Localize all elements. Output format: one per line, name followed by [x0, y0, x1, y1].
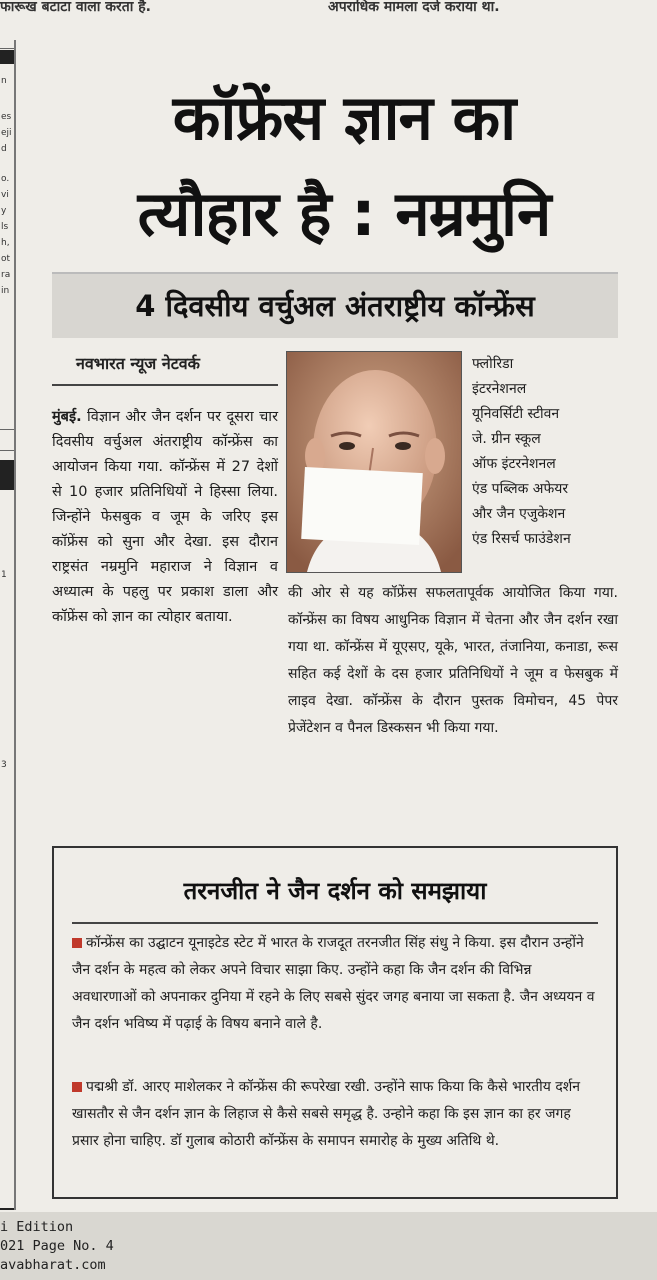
article-body-right: की ओर से यह कॉफ्रेंस सफलतापूर्वक आयोजित किया गया. कॉन्फ्रेंस का विषय आधुनिक विज्ञान में चेतना और जैन दर्शन रखा गया था. कॉन्फ्रेंस में यूएसए, यूके, भारत, तंजानिया, कनाडा, रूस सहित कई देशों के दस हजार प्रतिनिधियों ने जूम व फेसबुक में लाइव देखा. कॉन्फ्रेंस के दौरान पुस्तक विमोचन, 45 पेपर प्रेजेंटेशन व पैनल डिस्कसन भी किया गया.: [288, 585, 618, 736]
fragment-text: n: [1, 76, 7, 86]
fragment-text: vi: [1, 190, 9, 200]
article-body-right-top: [472, 352, 622, 552]
byline: नवभारत न्यूज नेटवर्क: [76, 354, 200, 373]
fragment-text: 1: [1, 570, 7, 580]
article-right-line: इंटरनेशनल: [472, 381, 527, 397]
fragment-text: eji: [1, 128, 12, 138]
top-strip-right-text: अपराधिक मामला दर्ज कराया था.: [328, 0, 500, 15]
sidebar-paragraph-2: [72, 1074, 596, 1155]
monk-portrait-image: [287, 352, 461, 572]
byline-rule: [52, 384, 278, 386]
fragment-text: in: [1, 286, 10, 296]
adjacent-column-fragment: [0, 40, 16, 1210]
article-right-line: और जैन एजुकेशन: [472, 506, 566, 522]
edition-footer: [0, 1218, 114, 1275]
adjacent-dark-block: [0, 50, 14, 64]
article-right-line: एंड पब्लिक अफेयर: [472, 481, 569, 497]
fragment-text: ra: [1, 270, 11, 280]
red-square-bullet-icon: [72, 1082, 82, 1092]
article-right-line: एंड रिसर्च फाउंडेशन: [472, 531, 571, 547]
sidebar-paragraph-1: [72, 930, 596, 1038]
sidebar-paragraph-2-text: पद्मश्री डॉ. आरए माशेलकर ने कॉन्फ्रेंस की रूपरेखा रखी. उन्होंने साफ किया कि कैसे भारतीय दर्शन खासतौर से जैन दर्शन ज्ञान के लिहाज से कैसे सबसे समृद्ध है. उन्होने कहा कि इस ज्ञान का हर जगह प्रसार होना चाहिए. डॉ गुलाब कोठारी कॉन्फ्रेंस के समापन समारोह के मुख्य अतिथि थे.: [72, 1079, 581, 1149]
subheadline: 4 दिवसीय वर्चुअल अंतराष्ट्रीय कॉन्फ्रेंस: [52, 272, 618, 338]
sidebar-paragraph-1-text: कॉन्फ्रेंस का उद्घाटन यूनाइटेड स्टेट में भारत के राजदूत तरनजीत सिंह संधु ने किया. इस दौरान उन्होंने जैन दर्शन के महत्व को लेकर अपने विचार साझा किए. उन्होंने कहा कि जैन दर्शन की विभिन्न अवधारणाओं को अपनाकर दुनिया में रहने के लिए सबसे सुंदर जगह बनाया जा सकता है. जैन अध्ययन व जैन दर्शन भविष्य में पढ़ाई के विषय बनाने वाले है.: [72, 935, 595, 1032]
article-left-text: विज्ञान और जैन दर्शन पर दूसरा चार दिवसीय वर्चुअल अंतराष्ट्रीय कॉन्फ्रेंस का आयोजन किया गया. कॉन्फ्रेंस में 27 देशों से 10 हजार प्रतिनिधियों ने हिस्सा लिया. जिन्होंने फेसबुक व जूम के जरिए इस कॉफ्रेंस को सुना और देखा. इस दौरान राष्ट्रसंत नम्रमुनि महाराज ने विज्ञान व अध्यात्म के पहलु पर प्रकाश डाला और कॉफ्रेंस को ज्ञान का त्योहार बताया.: [52, 409, 278, 625]
adjacent-dark-block: [0, 1208, 14, 1210]
red-square-bullet-icon: [72, 938, 82, 948]
sidebar-box-title: तरनजीत ने जैन दर्शन को समझाया: [183, 877, 487, 905]
article-body-left: [52, 405, 278, 630]
dateline: मुंबई.: [52, 409, 82, 425]
article-right-line: फ्लोरिडा: [472, 356, 514, 372]
article-right-line: यूनिवर्सिटी स्टीवन: [472, 406, 560, 422]
article-right-line: जे. ग्रीन स्कूल: [472, 431, 541, 447]
footer-edition: i Edition: [0, 1219, 74, 1235]
fragment-text: ls: [1, 222, 9, 232]
headline-line-2: त्यौहार है : नम्रमुनि: [137, 177, 551, 250]
footer-page-number: 021 Page No. 4: [0, 1238, 114, 1254]
fragment-text: y: [1, 206, 7, 216]
fragment-text: h,: [1, 238, 10, 248]
sidebar-box: [52, 846, 618, 1199]
adjacent-box-bottom: [0, 450, 15, 1210]
headline: [54, 70, 634, 262]
fragment-text: 3: [1, 760, 7, 770]
sidebar-title-rule: [72, 922, 598, 924]
fragment-text: o.: [1, 174, 10, 184]
top-strip: [0, 0, 657, 24]
adjacent-dark-block: [0, 460, 14, 490]
fragment-text: es: [1, 112, 12, 122]
article-right-line: ऑफ इंटरनेशनल: [472, 456, 556, 472]
footer-website: avabharat.com: [0, 1257, 106, 1273]
headline-line-1: कॉफ्रेंस ज्ञान का: [172, 81, 516, 154]
fragment-text: ot: [1, 254, 11, 264]
speaker-photo: [286, 351, 462, 573]
top-strip-left-text: फारूख बटाटा वाला करता है.: [0, 0, 151, 15]
fragment-text: d: [1, 144, 7, 154]
